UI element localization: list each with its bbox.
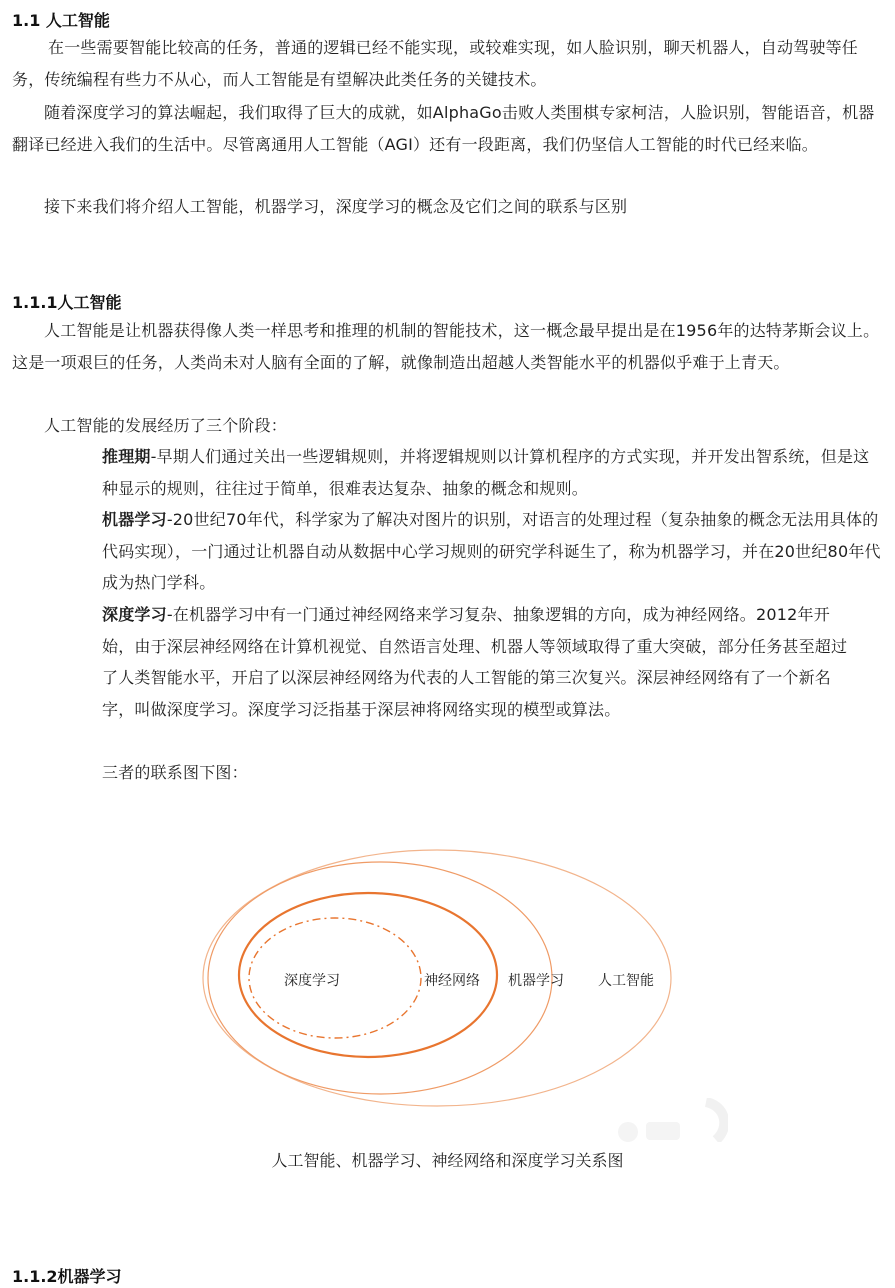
figure-caption: 人工智能、机器学习、神经网络和深度学习关系图: [271, 1151, 624, 1170]
section-heading-1-1-1: 1.1.1人工智能: [12, 293, 122, 312]
paragraph-intro-3: 接下来我们将介绍人工智能，机器学习，深度学习的概念及它们之间的联系与区别: [44, 197, 628, 216]
relationship-diagram: [200, 840, 700, 1120]
label-deep-learning: 深度学习: [284, 973, 340, 989]
stage-text: -20世纪70年代，科学家为了解决对图片的识别，对语言的处理过程（复杂抽象的概念无法用具体的代码实现），一门通过让机器自动从数据中心学习规则的研究学科诞生了，称为机器学习，并在20世纪80年代成为热门学科。: [102, 510, 881, 592]
stage-term: 深度学习: [102, 605, 167, 624]
stage-text: -早期人们通过关出一些逻辑规则，并将逻辑规则以计算机程序的方式实现，并开发出智系统，但是这种显示的规则，往往过于简单，很难表达复杂、抽象的概念和规则。: [102, 447, 870, 498]
label-neural-network: 神经网络: [424, 973, 480, 989]
stage-reasoning: [102, 441, 882, 504]
paragraph-ai-stages-intro: 人工智能的发展经历了三个阶段：: [44, 416, 288, 435]
stage-term: 机器学习: [102, 510, 167, 529]
ellipse-machine-learning: [208, 862, 552, 1094]
figure-intro-text: 三者的联系图下图：: [102, 763, 248, 782]
label-ai: 人工智能: [598, 973, 654, 989]
stage-machine-learning: [102, 504, 882, 599]
section-heading-1-1-2: 1.1.2机器学习: [12, 1267, 122, 1286]
paragraph-intro-1: 在一些需要智能比较高的任务，普通的逻辑已经不能实现，或较难实现，如人脸识别，聊天机器人，自动驾驶等任务，传统编程有些力不从心，而人工智能是有望解决此类任务的关键技术。: [12, 38, 859, 89]
paragraph-intro-2: 随着深度学习的算法崛起，我们取得了巨大的成就，如AlphaGo击败人类围棋专家柯洁，人脸识别，智能语音，机器翻译已经进入我们的生活中。尽管离通用人工智能（AGI）还有一段距离，我们仍坚信人工智能的时代已经来临。: [12, 103, 875, 154]
label-machine-learning: 机器学习: [508, 973, 564, 989]
stage-term: 推理期: [102, 447, 151, 466]
stage-text: -在机器学习中有一门通过神经网络来学习复杂、抽象逻辑的方向，成为神经网络。2012年开始，由于深层神经网络在计算机视觉、自然语言处理、机器人等领域取得了重大突破，部分任务甚至超过了人类智能水平，开启了以深层神经网络为代表的人工智能的第三次复兴。深层神经网络有了一个新名字，叫做深度学习。深度学习泛指基于深层神将网络实现的模型或算法。: [102, 605, 848, 719]
relationship-diagram-svg: [200, 840, 700, 1120]
paragraph-ai-definition: 人工智能是让机器获得像人类一样思考和推理的机制的智能技术，这一概念最早提出是在1956年的达特茅斯会议上。这是一项艰巨的任务，人类尚未对人脑有全面的了解，就像制造出超越人类智能水平的机器似乎难于上青天。: [12, 321, 880, 372]
watermark-logo: [598, 1098, 728, 1142]
section-heading-1-1: 1.1 人工智能: [12, 11, 110, 30]
stage-deep-learning: [102, 599, 862, 725]
